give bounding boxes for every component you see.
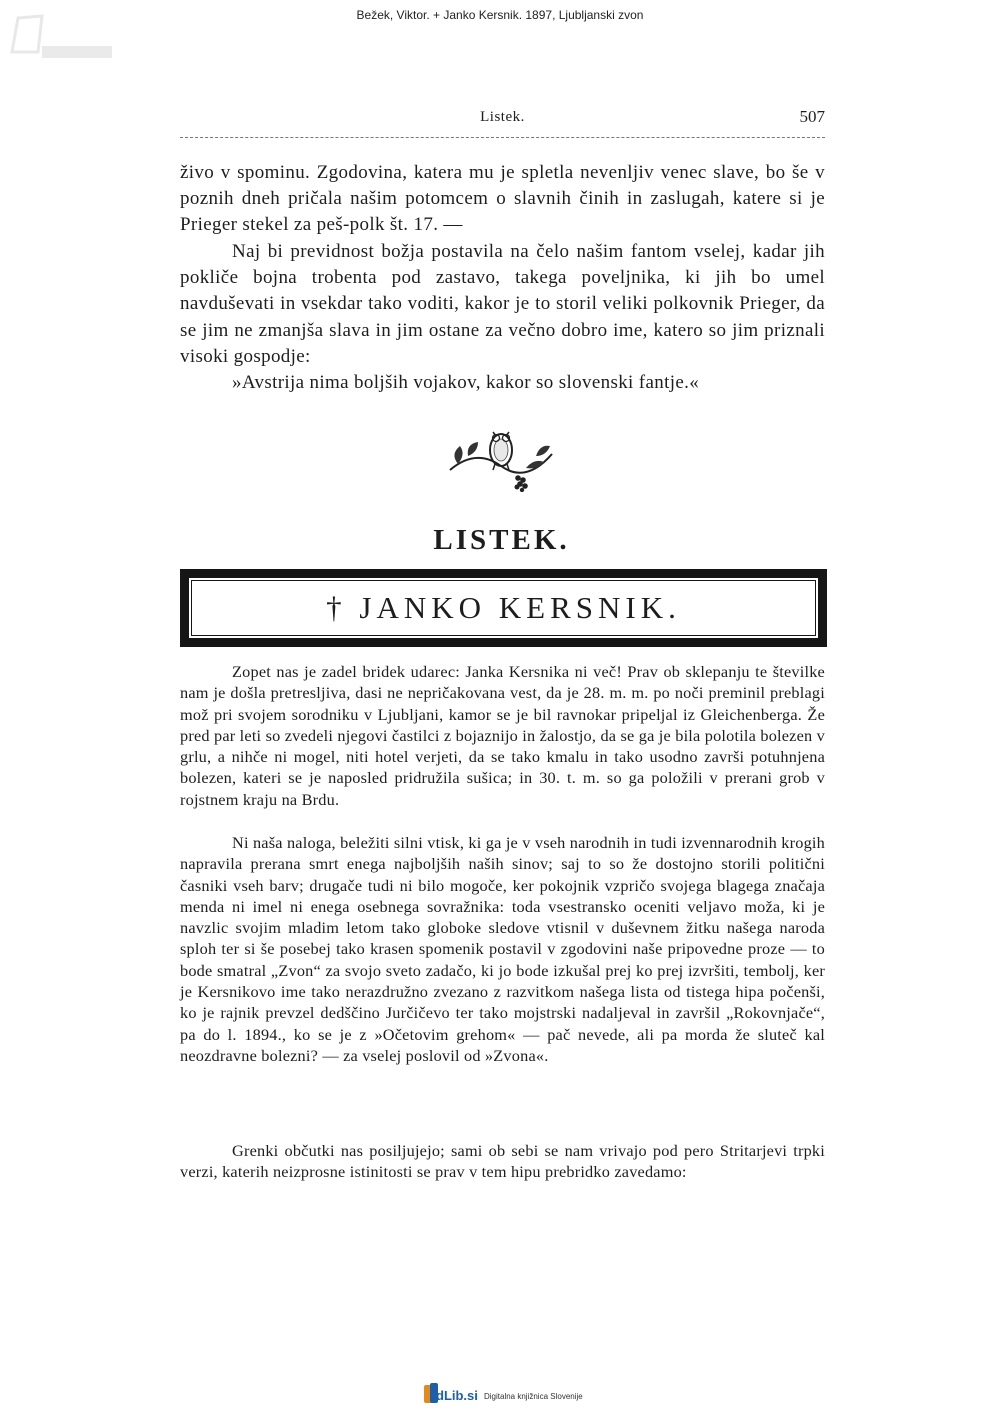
dlib-tagline: Digitalna knjižnica Slovenije — [484, 1392, 583, 1401]
page-number: 507 — [799, 107, 825, 126]
owl-branch-ornament-icon — [446, 420, 556, 492]
paragraph-closing: Grenki občutki nas posiljujejo; sami ob sebi se nam vrivajo pod pero Stritarjevi trpki verzi, katerih neizprosne istinitosti se prav v tem hipu prebridko zavedamo: — [180, 1141, 825, 1182]
dlib-logo-icon — [424, 1383, 482, 1405]
section-title: LISTEK. — [433, 524, 570, 556]
paragraph-commander: Naj bi previdnost božja postavila na čelo našim fantom vselej, kadar jih pokliče bojna trobenta pod zastavo, takega poveljnika, ki jih bo umel navduševati in vsekdar tako voditi, kakor je to storil veliki polkovnik Prieger, da se jim ne zmanjša slava in jim ostane za večno dobro ime, katero so jim priznali visoki gospodje: — [180, 241, 825, 367]
paragraph-quote: »Avstrija nima boljših vojakov, kakor so slovenski fantje.« — [232, 372, 700, 393]
running-head-title: Listek. — [480, 109, 525, 125]
paragraph-tribute: Ni naša naloga, beležiti silni vtisk, ki ga je v vseh narodnih in tudi izvennarodnih krogih napravila prerana smrt enega najboljših naših sinov; saj to so že dostojno storili politični časniki vseh barv; drugače tudi ni bilo mogoče, ker pokojnik vzpričo svojega blagega značaja menda ni imel ni enega osebnega sovražnika: toda vsestransko oceniti veljavo moža, ki je navzlic svojim mladim letom tako globoke sledove vtisnil v duševnem žitku našega naroda sploh ter si še posebej tako krasen spomenik postavil v zgodovini naše pripovedne proze — to bode smatral „Zvon“ za svojo sveto zadačo, ki jo bode izkušal prej ko prej izvršiti, tembolj, ker je Kersnikovo ime tako nerazdružno zvezano z razvitkom našega lista od tistega hipa počenši, ko je rajnik prevzel dedščino Jurčičevo ter tako mojstrski nadaljeval in završil „Rokovnjače“, pa do l. 1894., ko se je z »Očetovim grehom« — pač nevede, ali pa morda že sluteč kal neozdravne bolezni? — za vselej poslovil od »Zvona«. — [180, 833, 825, 1065]
document-citation: Bežek, Viktor. + Janko Kersnik. 1897, Ljubljanski zvon — [356, 8, 644, 22]
paragraph-news-of-death: Zopet nas je zadel bridek udarec: Janka Kersnika ni več! Prav ob sklepanju te številke nam je došla pretresljiva, dasi ne nepričakovana vest, da je 28. m. m. po noči preminil preblagi mož pri svojem sorodniku v Ljubljani, kamor se je bil ravnokar pripeljal iz Gleichenberga. Že pred par leti so zvedeli njegovi častilci z bojaznijo in žalostjo, da se ga je bila polotila bolezen v grlu, a nihče ni mogel, niti hotel verjeti, da se tako kmalu in tako usodno završi potuhnjena bolezen, kateri se je naposled pridružila sušica; in 30. t. m. so ga položili v prerani grob v rojstnem kraju na Brdu. — [180, 662, 825, 809]
running-head — [180, 109, 825, 138]
dlib-logo-text: dLib.si — [436, 1388, 478, 1403]
obituary-title: † JANKO KERSNIK. — [326, 590, 681, 625]
library-watermark-icon — [8, 12, 118, 62]
obituary-mourning-frame — [180, 569, 827, 647]
paragraph-continuation: živo v spominu. Zgodovina, katera mu je spletla nevenljiv venec slave, bo še v poznih dneh pričala našim potomcem o slavnih činih in zaslugah, katere si je Prieger stekel za peš-polk št. 17. — — [180, 162, 825, 236]
